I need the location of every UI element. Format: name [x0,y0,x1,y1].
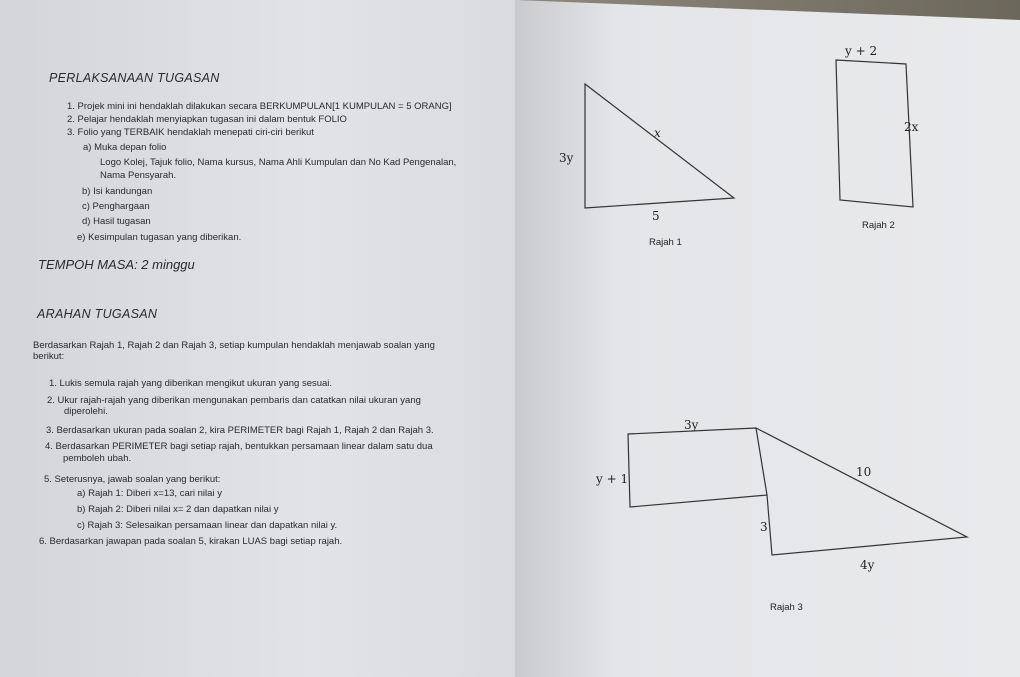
rajah2-label-right: 2x [904,120,919,134]
rajah3-caption: Rajah 3 [770,602,803,613]
rajah1-caption: Rajah 1 [649,237,682,248]
intro-text: Berdasarkan Rajah 1, Rajah 2 dan Rajah 3, setiap kumpulan hendaklah menjawab soalan yang [33,340,435,351]
question-item: 1. Lukis semula rajah yang diberikan mengikut ukuran yang sesuai. [49,378,333,389]
question-item: 4. Berdasarkan PERIMETER bagi setiap rajah, bentukkan persamaan linear dalam satu dua [45,441,433,452]
rajah3-label-top: 3y [684,418,699,432]
list-item: 2. Pelajar hendaklah menyiapkan tugasan ini dalam bentuk FOLIO [67,114,347,125]
tempoh-masa: TEMPOH MASA: 2 minggu [38,257,195,272]
list-subitem: Nama Pensyarah. [100,170,177,181]
rajah3-label-vertical: 3 [760,520,768,534]
intro-text: berikut: [33,351,65,362]
question-item: 5. Seterusnya, jawab soalan yang berikut: [44,474,221,485]
list-subitem: e) Kesimpulan tugasan yang diberikan. [77,232,242,243]
rajah2-rectangle [836,60,913,207]
question-subitem: b) Rajah 2: Diberi nilai x= 2 dan dapatkan nilai y [77,504,279,515]
question-item: 3. Berdasarkan ukuran pada soalan 2, kira PERIMETER bagi Rajah 1, Rajah 2 dan Rajah 3. [46,425,434,436]
list-subitem: Logo Kolej, Tajuk folio, Nama kursus, Nama Ahli Kumpulan dan No Kad Pengenalan, [100,157,457,168]
question-item: pemboleh ubah. [63,453,132,464]
rajah1-triangle [585,84,734,208]
list-subitem: a) Muka depan folio [83,142,167,153]
rajah2-label-top: y + 2 [845,44,878,58]
heading-arahan: ARAHAN TUGASAN [37,307,158,321]
list-subitem: c) Penghargaan [82,201,150,212]
rajah1-label-left: 3y [559,151,574,165]
list-item: 1. Projek mini ini hendaklah dilakukan secara BERKUMPULAN[1 KUMPULAN = 5 ORANG] [67,101,452,112]
rajah3-label-left: y + 1 [596,472,629,486]
rajah3-shape [628,428,967,555]
rajah1-label-hyp: x [654,126,661,140]
list-subitem: d) Hasil tugasan [82,216,151,227]
question-subitem: c) Rajah 3: Selesaikan persamaan linear dan dapatkan nilai y. [77,520,338,531]
list-subitem: b) Isi kandungan [82,186,153,197]
question-subitem: a) Rajah 1: Diberi x=13, cari nilai y [77,488,222,499]
rajah3-divider [756,428,767,495]
rajah1-label-base: 5 [652,209,660,223]
question-item: 6. Berdasarkan jawapan pada soalan 5, kirakan LUAS bagi setiap rajah. [39,536,343,547]
heading-perlaksanaan: PERLAKSANAAN TUGASAN [49,71,220,85]
rajah2-caption: Rajah 2 [862,220,895,231]
rajah3-label-slant: 10 [856,465,872,479]
list-item: 3. Folio yang TERBAIK hendaklah menepati ciri-ciri berikut [67,127,314,138]
question-item: diperolehi. [64,406,108,417]
question-item: 2. Ukur rajah-rajah yang diberikan mengunakan pembaris dan catatkan nilai ukuran yang [47,395,421,406]
rajah3-label-bottom: 4y [860,558,875,572]
